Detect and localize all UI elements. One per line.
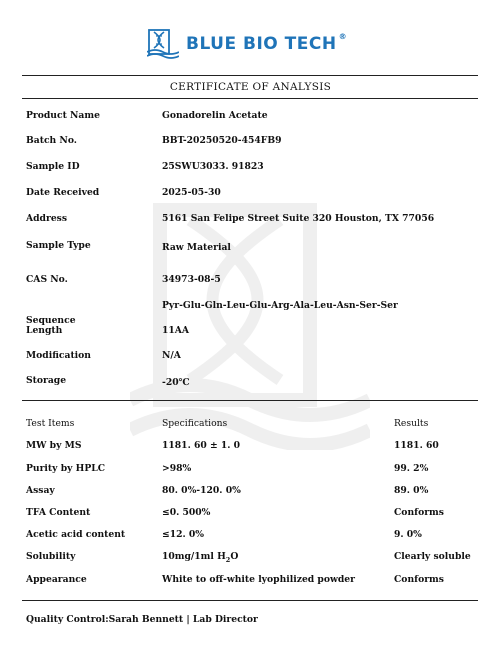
test-item: Solubility [26,551,76,562]
test-item: TFA Content [26,507,91,518]
info-value: -20℃ [162,377,190,388]
info-value: BBT-20250520-454FB9 [162,135,282,146]
info-label: Batch No. [26,135,77,146]
info-value: 34973-08-5 [162,274,221,285]
sequence-value: Pyr-Glu-Gln-Leu-Glu-Arg-Ala-Leu-Asn-Ser-Ser [162,300,398,311]
info-label: Length [26,325,63,336]
info-value: 2025-05-30 [162,187,221,198]
info-value: 11AA [162,325,190,336]
test-spec: 1181. 60 ± 1. 0 [162,440,241,451]
test-spec: ≤0. 500% [162,507,211,518]
info-label: Sample Type [26,240,91,251]
info-value: N/A [162,350,181,361]
test-result: Clearly soluble [394,551,471,562]
info-label: Product Name [26,110,100,121]
test-spec: 10mg/1ml $H_2O$ [162,551,239,564]
test-result: 9. 0% [394,529,422,540]
info-label: CAS No. [26,274,68,285]
col-header-test-items: Test Items [26,418,75,429]
info-value: 25SWU3033. 91823 [162,161,264,172]
document-title: CERTIFICATE OF ANALYSIS [169,81,332,93]
test-result: 99. 2% [394,463,429,474]
info-label: Date Received [26,187,100,198]
test-item: Purity by HPLC [26,463,106,474]
test-result: Conforms [394,574,444,585]
header [0,18,501,70]
test-result: 1181. 60 [394,440,439,451]
test-spec: 80. 0%-120. 0% [162,485,241,496]
test-spec: ≤12. 0% [162,529,205,540]
brand-name: BLUE BIO TECH ® [186,32,348,54]
info-label: Sample ID [26,161,80,172]
info-label: Storage [26,375,67,386]
test-spec: White to off-white lyophilized powder [162,574,355,585]
dna-logo-icon [147,28,179,60]
title-divider [22,98,478,99]
info-label: Modification [26,350,91,361]
col-header-results: Results [394,418,429,429]
test-spec: >98% [162,463,192,474]
quality-control-signature: Quality Control:Sarah Bennett | Lab Director [26,614,258,625]
top-divider [22,75,478,76]
footer-divider [22,600,478,601]
info-label: Sequence [26,315,76,326]
test-result: Conforms [394,507,444,518]
info-label: Address [26,213,68,224]
col-header-specifications: Specifications [162,418,228,429]
test-item: MW by MS [26,440,82,451]
info-value: Gonadorelin Acetate [162,110,268,121]
test-item: Appearance [26,574,87,585]
test-result: 89. 0% [394,485,429,496]
test-item: Assay [26,485,55,496]
info-value: 5161 San Felipe Street Suite 320 Houston, TX 77056 [162,213,435,224]
section-divider [22,400,478,401]
info-value: Raw Material [162,242,231,253]
test-item: Acetic acid content [26,529,126,540]
